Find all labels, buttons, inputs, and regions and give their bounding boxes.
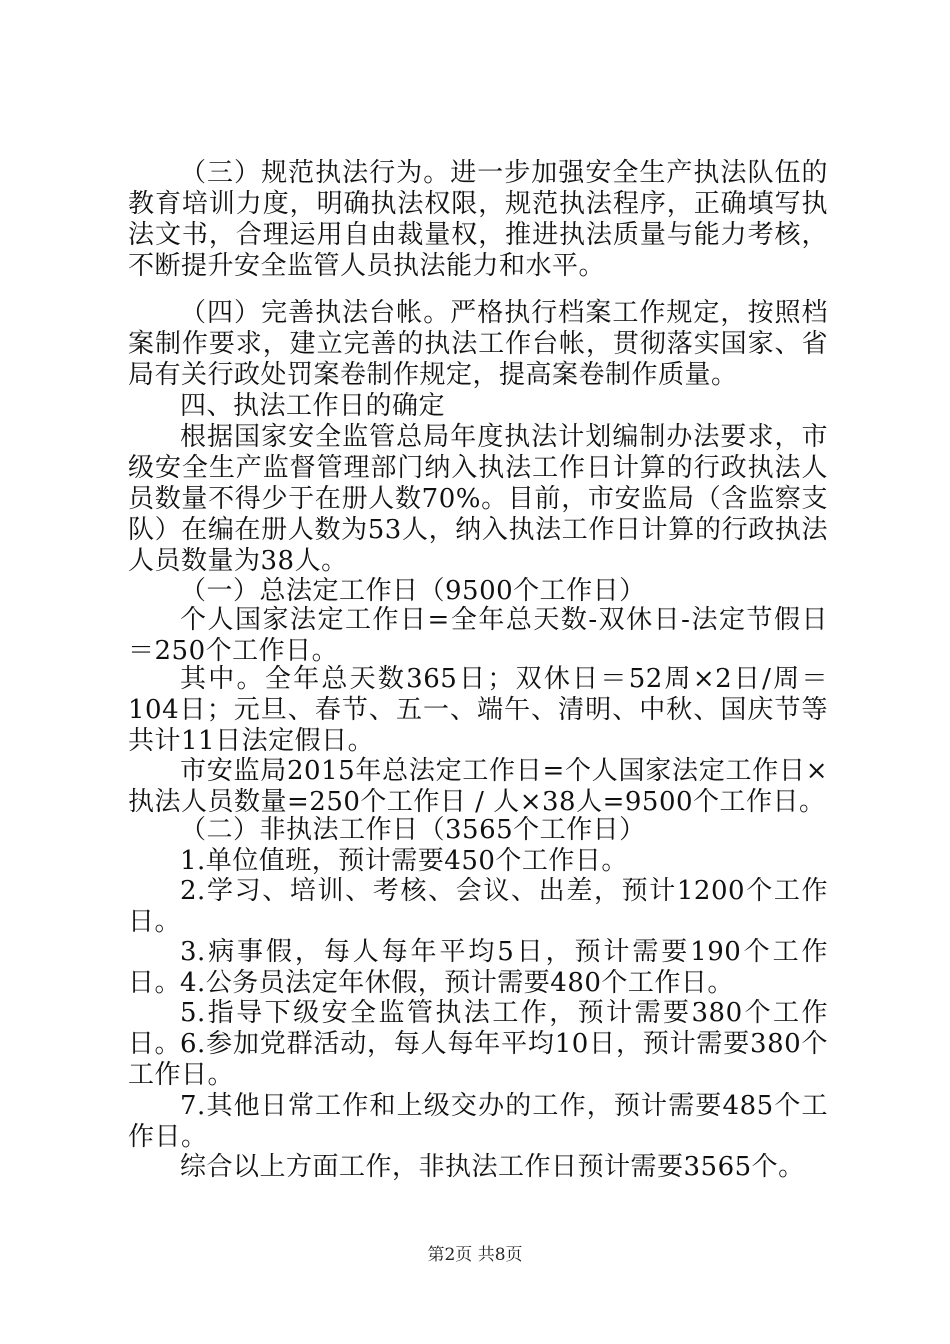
- subheading-non-enforcement-days: （二）非执法工作日（3565个工作日）: [180, 815, 646, 845]
- paragraph-personal-workdays: 个人国家法定工作日=全年总天数-双休日-法定节假日＝250个工作日。: [128, 605, 828, 666]
- paragraph-summary: 综合以上方面工作，非执法工作日预计需要3565个。: [180, 1152, 805, 1182]
- paragraph-4-improve-ledger: （四）完善执法台帐。严格执行档案工作规定，按照档案制作要求，建立完善的执法工作台帐，贯彻落实国家、省局有关行政处罚案卷制作规定，提高案卷制作质量。: [128, 298, 828, 390]
- paragraph-workday-basis: 根据国家安全监管总局年度执法计划编制办法要求，市级安全生产监督管理部门纳入执法工作日计算的行政执法人员数量不得少于在册人数70%。目前，市安监局（含监察支队）在编在册人数为53人，纳入执法工作日计算的行政执法人员数量为38人。: [128, 422, 828, 576]
- paragraph-bureau-total: 市安监局2015年总法定工作日=个人国家法定工作日×执法人员数量=250个工作日 / 人×38人=9500个工作日。: [128, 756, 828, 817]
- paragraph-3-standardize-enforcement: （三）规范执法行为。进一步加强安全生产执法队伍的教育培训力度，明确执法权限，规范执法程序，正确填写执法文书，合理运用自由裁量权，推进执法质量与能力考核，不断提升安全监管人员执法能力和水平。: [128, 158, 828, 281]
- list-item-6: 6.参加党群活动，每人每年平均10日，预计需要380个工作日。: [128, 1029, 828, 1090]
- paragraph-days-breakdown: 其中。全年总天数365日；双休日＝52周×2日/周＝104日；元旦、春节、五一、端午、清明、中秋、国庆节等共计11日法定假日。: [128, 664, 828, 756]
- section-heading-workdays: 四、执法工作日的确定: [180, 391, 446, 421]
- list-item-3: 3.病事假，每人每年平均5日，预计需要190个工作日。: [128, 937, 828, 998]
- subheading-total-legal-workdays: （一）总法定工作日（9500个工作日）: [180, 576, 646, 606]
- list-item-1: 1.单位值班，预计需要450个工作日。: [180, 846, 628, 876]
- list-item-5: 5.指导下级安全监管执法工作，预计需要380个工作日。: [128, 998, 828, 1059]
- list-item-4: 4.公务员法定年休假，预计需要480个工作日。: [180, 968, 734, 998]
- list-item-2: 2.学习、培训、考核、会议、出差，预计1200个工作日。: [128, 876, 828, 937]
- page-footer: 第2页 共8页: [427, 1245, 523, 1265]
- list-item-7: 7.其他日常工作和上级交办的工作，预计需要485个工作日。: [128, 1091, 828, 1152]
